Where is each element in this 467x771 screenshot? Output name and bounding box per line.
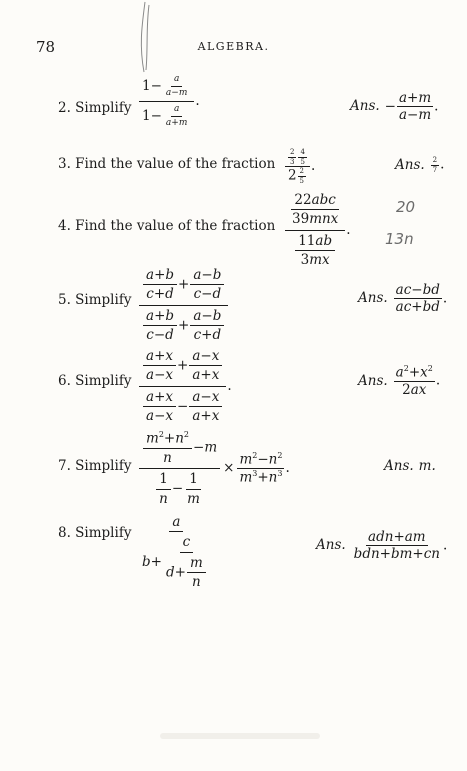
problem-expression: a b+ c d+ $\frac{m}{n}$	[138, 513, 215, 594]
problem-label: 7. Simplify	[58, 458, 132, 474]
handwritten-note-top: 20	[396, 198, 416, 216]
problem-answer: Ans. m.	[384, 458, 436, 474]
problem-label: 6. Simplify	[58, 373, 132, 389]
problem-expression: $\frac{2}{3}$ $\frac{4}{5}$ 2 $\frac{2}{5}$ .	[284, 148, 315, 185]
bleed-through-mark	[160, 733, 320, 739]
problem-expression: $\frac{m^2+n^2}{n}$ −m $\frac{1}{n}$ − $\frac{1}{m}$ × $\frac{m^2-n^2}{m^3+n^3}$ .	[138, 428, 290, 509]
problem-5	[0, 265, 467, 344]
problem-expression: $\frac{a+x}{a-x}$ + $\frac{a-x}{a+x}$ $\frac{a+x}{a-x}$ − $\frac{a-x}{a+x}$ .	[138, 346, 232, 427]
problem-label: 4. Find the value of the fraction	[58, 218, 276, 234]
problem-2	[0, 72, 467, 142]
problem-7	[0, 428, 467, 507]
problem-3	[0, 148, 467, 188]
problem-label: 3. Find the value of the fraction	[58, 156, 276, 172]
problem-8	[0, 513, 467, 593]
problem-4	[0, 190, 467, 270]
problem-label: 2. Simplify	[58, 100, 132, 116]
page-number: 78	[36, 38, 56, 56]
problem-label: 5. Simplify	[58, 292, 132, 308]
problem-expression: $\frac{\frac{\text{22abc}}{\text{39mnx}}}{\frac{11ab}{3mx}}$ .	[284, 190, 351, 271]
problem-answer: Ans. $\frac{2}{7}$ .	[395, 156, 445, 174]
problem-expression: 1− $\frac{a}{a-m}$ 1− $\frac{a}{a+m}$ .	[138, 72, 200, 131]
problem-6	[0, 346, 467, 425]
problem-answer: Ans. − $\frac{a+m}{a-m}$ .	[350, 90, 439, 124]
problem-answer: Ans. $\frac{a^2+x^2}{2ax}$ .	[358, 364, 441, 398]
problem-expression: $\frac{a+b}{c+d}$ + $\frac{a-b}{c-d}$ $\frac{a+b}{c-d}$ + $\frac{a-b}{c+d}$	[138, 265, 229, 346]
problem-answer: Ans. $\frac{ac-bd}{ac+bd}$ .	[358, 282, 448, 316]
handwritten-note-bottom: 13n	[385, 230, 414, 248]
running-head: ALGEBRA.	[197, 40, 270, 53]
problem-answer: Ans. $\frac{\text{adn+am}}{\text{bdn+bm+cn}}$ .	[316, 529, 448, 563]
problem-label: 8. Simplify	[58, 525, 132, 541]
pencil-scribble-icon	[125, 0, 165, 75]
